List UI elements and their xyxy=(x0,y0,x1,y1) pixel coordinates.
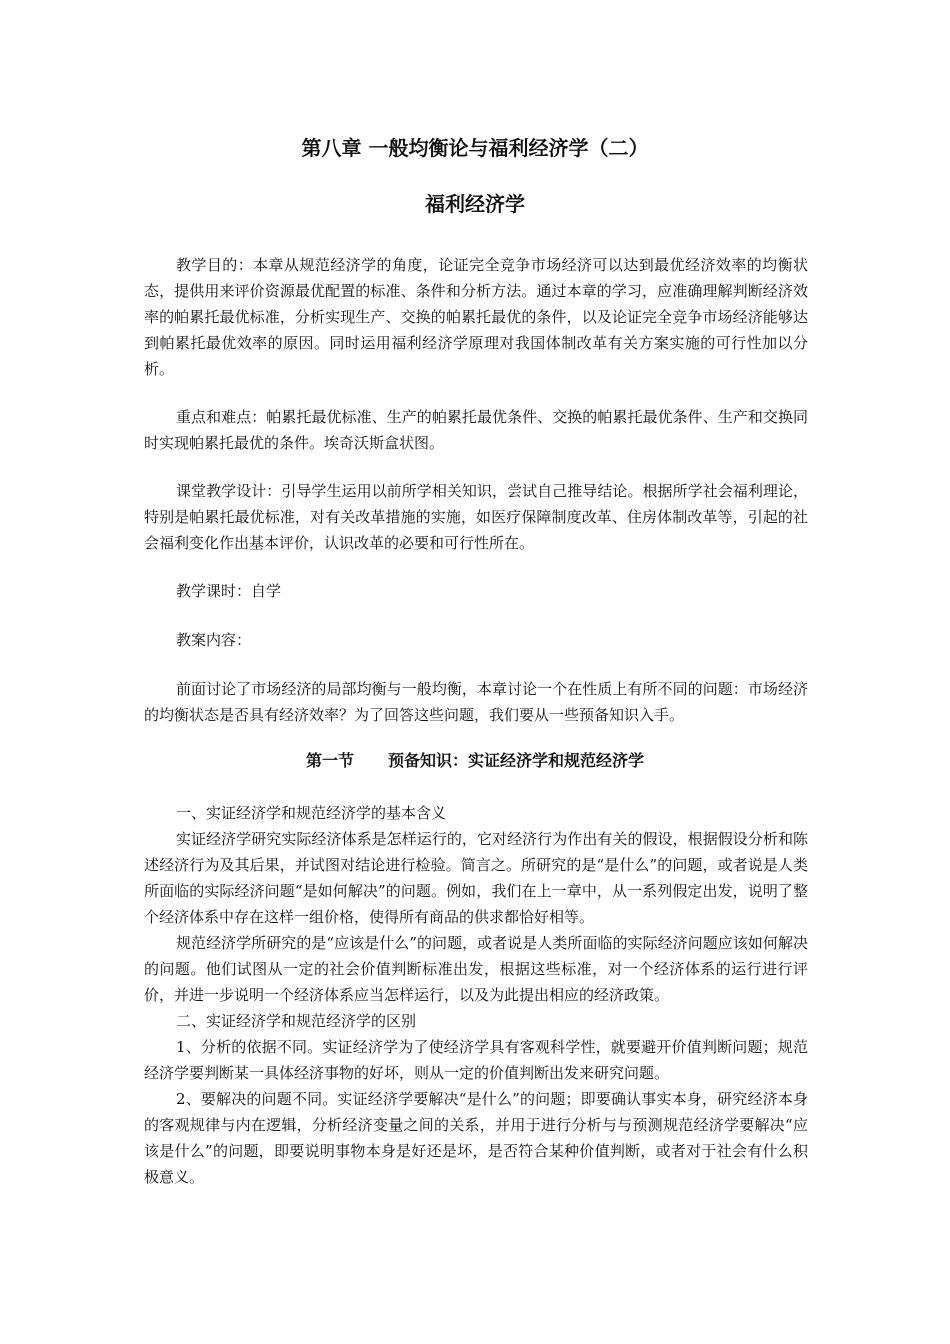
lead-paragraph: 前面讨论了市场经济的局部均衡与一般均衡，本章讨论一个在性质上有所不同的问题：市场经济的均衡状态是否具有经济效率？为了回答这些问题，我们要从一些预备知识入手。 xyxy=(144,680,808,724)
section-body xyxy=(144,800,808,1190)
chapter-subtitle: 福利经济学 xyxy=(425,192,525,216)
section-heading xyxy=(0,748,950,771)
teaching-hours: 教学课时：自学 xyxy=(176,582,282,600)
content-label: 教案内容： xyxy=(176,631,252,649)
section-title: 预备知识：实证经济学和规范经济学 xyxy=(388,751,645,770)
difference-item-1: 1、分析的依据不同。实证经济学为了使经济学具有客观科学性，就要避开价值判断问题；规范经济学要判断某一具体经济事物的好坏，则从一定的价值判断出发来研究问题。 xyxy=(144,1038,808,1082)
paragraph-positive-economics: 实证经济学研究实际经济体系是怎样运行的，它对经济行为作出有关的假设，根据假设分析和陈述经济行为及其后果，并试图对结论进行检验。简言之。所研究的是“是什么”的问题，或者说是人类所面临的实际经济问题“是如何解决”的问题。例如，我们在上一章中，从一系列假定出发，说明了整个经济体系中存在这样一组价格，使得所有商品的供求都恰好相等。 xyxy=(144,830,808,926)
difference-item-2: 2、要解决的问题不同。实证经济学要解决“是什么”的问题；即要确认事实本身，研究经济本身的客观规律与内在逻辑，分析经济变量之间的关系，并用于进行分析与与预测规范经济学要解决“应该是什么”的问题，即要说明事物本身是好还是坏，是否符合某种价值判断，或者对于社会有什么积极意义。 xyxy=(144,1090,808,1186)
heading-differences: 二、实证经济学和规范经济学的区别 xyxy=(176,1012,417,1030)
key-points: 重点和难点：帕累托最优标准、生产的帕累托最优条件、交换的帕累托最优条件、生产和交换同时实现帕累托最优的条件。埃奇沃斯盒状图。 xyxy=(144,408,808,452)
teaching-objective: 教学目的：本章从规范经济学的角度，论证完全竞争市场经济可以达到最优经济效率的均衡状态，提供用来评价资源最优配置的标准、条件和分析方法。通过本章的学习，应准确理解判断经济效率的帕累托最优标准，分析实现生产、交换的帕累托最优的条件，以及论证完全竞争市场经济能够达到帕累托最优效率的原因。同时运用福利经济学原理对我国体制改革有关方案实施的可行性加以分析。 xyxy=(144,256,808,378)
section-number: 第一节 xyxy=(305,751,354,770)
heading-basic-meaning: 一、实证经济学和规范经济学的基本含义 xyxy=(176,804,447,822)
chapter-title: 第八章 一般均衡论与福利经济学（二） xyxy=(301,136,649,160)
class-design: 课堂教学设计：引导学生运用以前所学相关知识，尝试自己推导结论。根据所学社会福利理论，特别是帕累托最优标准，对有关改革措施的实施，如医疗保障制度改革、住房体制改革等，引起的社会福利变化作出基本评价，认识改革的必要和可行性所在。 xyxy=(144,482,808,552)
paragraph-normative-economics: 规范经济学所研究的是“应该是什么”的问题，或者说是人类所面临的实际经济问题应该如何解决的问题。他们试图从一定的社会价值判断标准出发，根据这些标准，对一个经济体系的运行进行评价，并进一步说明一个经济体系应当怎样运行，以及为此提出相应的经济政策。 xyxy=(144,934,808,1004)
